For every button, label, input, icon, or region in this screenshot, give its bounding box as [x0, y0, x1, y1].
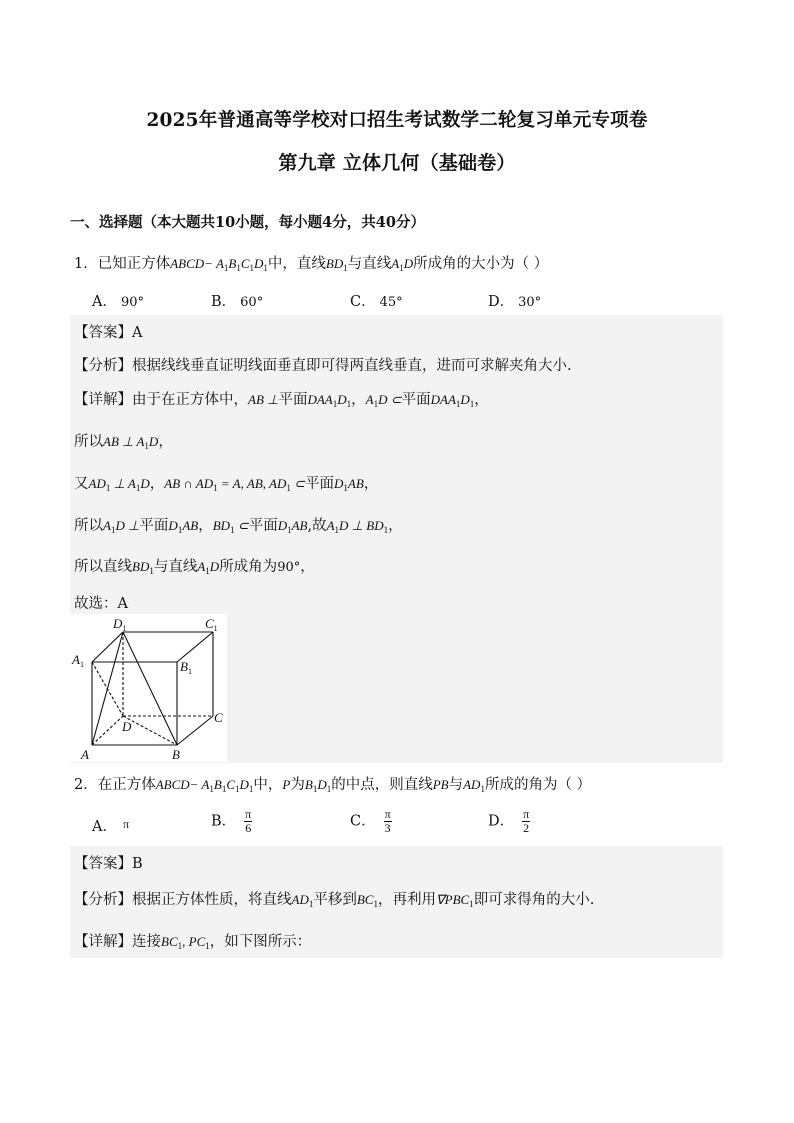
q1-step-1: 所以AB ⊥ $A_1D$，	[74, 434, 173, 451]
q2-option-b: B． $\frac{\pi}{6}$	[211, 807, 252, 835]
q1-option-b: B． 60°	[211, 294, 264, 310]
label-a1: $A_1$	[72, 652, 84, 669]
q2-option-a: A． $^\pi$	[92, 817, 130, 835]
section-heading: 一、选择题（本大题共10小题，每小题4分，共40分）	[70, 214, 425, 231]
q1-detail: 【详解】由于在正方体中，AB ⊥平面$DAA_1D_1$，$A_1D$ ⊂平面$DAA_1D_1$，	[74, 392, 489, 409]
doc-subtitle: 第九章 立体几何（基础卷）	[278, 152, 516, 174]
q2-option-c: C． $\frac{\pi}{3}$	[350, 807, 391, 835]
q2-detail: 【详解】连接$BC_1$, $PC_1$，如下图所示：	[74, 934, 312, 951]
q1-analysis: 【分析】根据线线垂直证明线面垂直即可得两直线垂直，进而可求解夹角大小.	[74, 358, 572, 374]
label-d: D	[122, 719, 132, 734]
cube-diagram	[70, 614, 227, 762]
question-2-stem: 2．在正方体ABCD− $A_1B_1C_1D_1$中，P为$B_1D_1$的中点，则直线PB与$AD_1$所成的角为（ ）	[74, 777, 592, 794]
q1-answer: 【答案】A	[74, 325, 143, 341]
q1-option-d: D． 30°	[488, 294, 542, 310]
label-b: B	[172, 747, 180, 762]
cube-figure	[70, 614, 227, 762]
question-1-stem: 1．已知正方体ABCD− $A_1B_1C_1D_1$中，直线$BD_1$与直线$A_1D$所成角的大小为（ ）	[74, 256, 549, 273]
q1-step-2: 又$AD_1$ ⊥ $A_1D$，AB ∩ $AD_1 = A$, AB, $AD_1$ ⊂平面$D_1AB$，	[74, 476, 379, 493]
q1-step-3: 所以$A_1D$ ⊥平面$D_1AB$，$BD_1$ ⊂平面$D_1AB$,故$A_1D$ ⊥ $BD_1$，	[74, 518, 403, 535]
doc-title: 2025年普通高等学校对口招生考试数学二轮复习单元专项卷	[146, 110, 648, 131]
q2-answer: 【答案】B	[74, 856, 143, 872]
label-a: A	[81, 747, 89, 762]
label-b1: $B_1$	[180, 659, 192, 676]
q1-option-a: A． 90°	[92, 294, 145, 310]
q2-analysis: 【分析】根据正方体性质，将直线$AD_1$平移到$BC_1$，再利用$\nabla PBC_1$即可求得角的大小.	[74, 892, 595, 909]
label-c1: $C_1$	[205, 616, 218, 633]
q1-step-4: 所以直线$BD_1$与直线$A_1D$所成角为90°，	[74, 559, 315, 576]
label-d1: $D_1$	[113, 616, 127, 633]
label-c: C	[214, 710, 223, 725]
q2-option-d: D． $\frac{\pi}{2}$	[488, 807, 530, 835]
q1-option-c: C． 45°	[350, 294, 403, 310]
q1-choice: 故选：A	[74, 596, 128, 612]
